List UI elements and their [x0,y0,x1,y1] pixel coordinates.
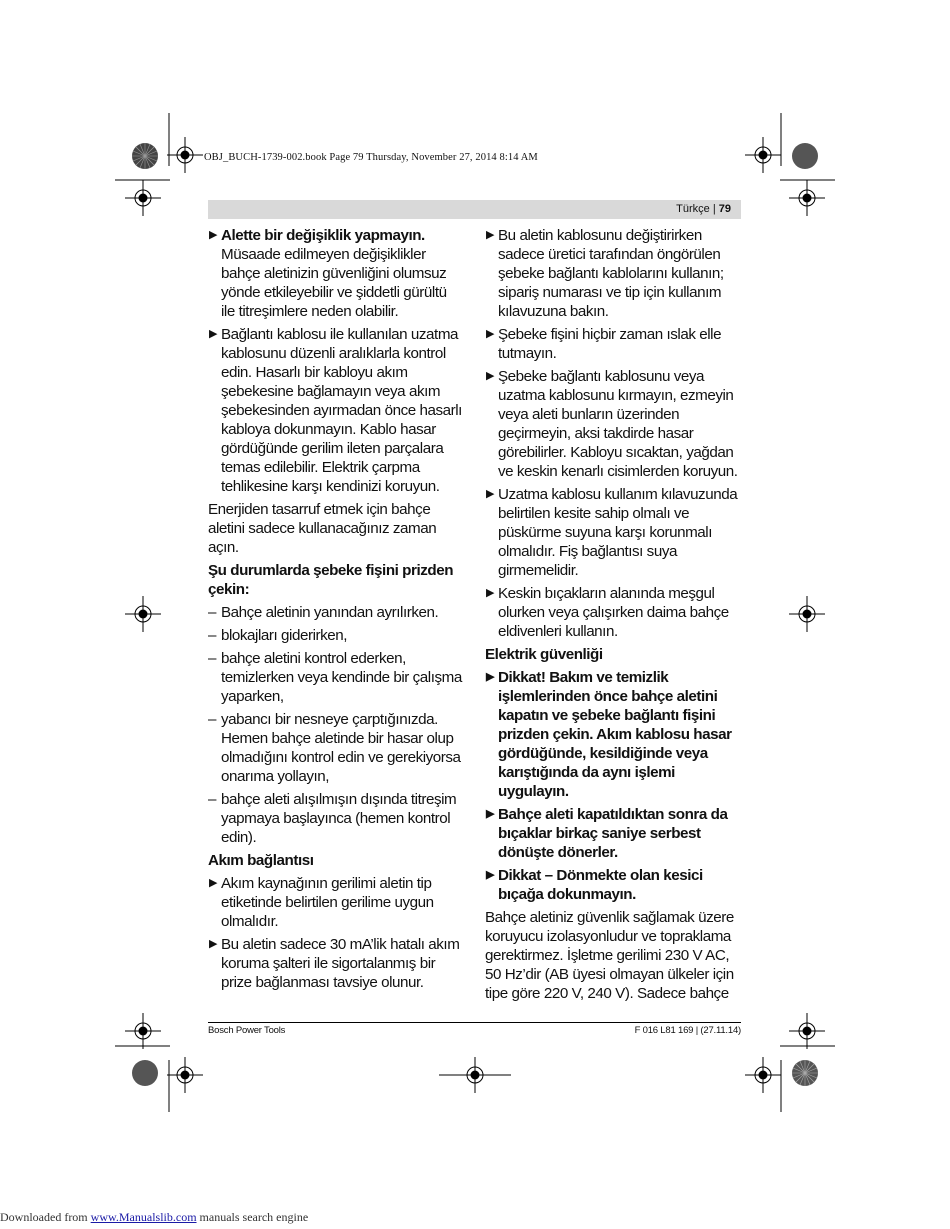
registration-starburst-top-left [131,142,159,170]
bullet-text: Bu aletin sadece 30 mA’lik hatalı akım koruma şalteri ile sigortalanmış bir prize bağlanması tavsiye olunur. [221,936,460,991]
bullet-arrow-icon: ▶ [486,370,495,382]
manualslib-link[interactable]: www.Manualslib.com [90,1210,197,1224]
crosshair-target-upper-left [125,180,161,216]
registration-disc-bottom-left [131,1059,159,1087]
dash-icon: – [208,627,216,644]
power-bullet [208,935,463,992]
right-column [485,226,743,1007]
bullet-arrow-icon: ▶ [486,671,495,683]
footer-rule [208,1022,741,1023]
bullet-text: Dikkat – Dönmekte olan kesici bıçağa dokunmayın. [498,867,703,903]
power-connection-heading: Akım bağlantısı [208,852,314,869]
safety-bullet [208,325,463,496]
bullet-text: Keskin bıçakların alanında meşgul olurken veya çalışırken daima bahçe eldivenleri kullanın. [498,585,729,640]
dash-item-text: yabancı bir nesneye çarptığınızda. Hemen bahçe aletinde bir hasar olup olmadığını kontrol edin ve gerekiyorsa onarıma yollayın, [221,711,461,785]
download-suffix: manuals search engine [196,1210,309,1224]
bullet-arrow-icon: ▶ [486,488,495,500]
print-header-slug: OBJ_BUCH-1739-002.book Page 79 Thursday, November 27, 2014 8:14 AM [204,152,538,163]
bullet-text: Bahçe aleti kapatıldıktan sonra da bıçaklar birkaç saniye serbest dönüşte dönerler. [498,806,728,861]
crosshair-target-mid-right [789,596,825,632]
bullet-arrow-icon: ▶ [209,877,218,889]
dash-icon: – [208,604,216,621]
bullet-text: Dikkat! Bakım ve temizlik işlemlerinden önce bahçe aletini kapatın ve şebeke bağlantı fişini prizden çekin. Akım kablosu hasar gördüğünde, kesildiğinde veya karıştığında da aynı işlemi uygulayın. [498,669,732,800]
crosshair-target-bottom-center [439,1057,511,1093]
dash-icon: – [208,791,216,808]
crosshair-target-upper-right [789,180,825,216]
crosshair-target-top-right [745,137,781,173]
dash-list-item [208,603,463,622]
bullet-text: Bu aletin kablosunu değiştirirken sadece üretici tarafından öngörülen şebeke bağlantı kablolarını kullanın; sipariş numarası ve tip için kullanım kılavuzuna bakın. [498,227,724,320]
crosshair-target-lower-left [125,1013,161,1049]
warning-bullet [485,668,743,801]
dash-list-item [208,626,463,645]
download-prefix: Downloaded from [0,1210,91,1224]
registration-disc-top-right [791,142,819,170]
page-label [676,203,731,215]
crosshair-target-mid-left [125,596,161,632]
bullet-arrow-icon: ▶ [486,229,495,241]
cable-bullet [485,367,743,481]
dash-list-item [208,790,463,847]
warning-bullet [485,805,743,862]
crosshair-target-bottom-left [167,1057,203,1093]
electrical-safety-heading: Elektrik güvenliği [485,646,603,663]
dash-list-item [208,649,463,706]
bullet-text: Müsaade edilmeyen değişiklikler bahçe aletinizin güvenliğini olumsuz yönde etkileyebilir ve şiddetli gürültü ile titreşimlere neden olabilir. [221,246,447,320]
bullet-arrow-icon: ▶ [486,328,495,340]
warning-bullet [485,866,743,904]
unplug-heading: Şu durumlarda şebeke fişini prizden çekin: [208,562,454,598]
bullet-arrow-icon: ▶ [486,869,495,881]
bullet-text: Uzatma kablosu kullanım kılavuzunda belirtilen kesite sahip olmalı ve püskürme suyuna karşı korunmalı olmalıdır. Fiş bağlantısı suya girmemelidir. [498,486,738,579]
cable-bullet [485,485,743,580]
bullet-bold-lead: Alette bir değişiklik yapmayın. [221,227,425,244]
power-bullet [208,874,463,931]
cable-bullet [485,226,743,321]
footer-publisher: Bosch Power Tools [208,1025,286,1036]
dash-list-item [208,710,463,786]
bullet-arrow-icon: ▶ [486,587,495,599]
dash-item-text: bahçe aleti alışılmışın dışında titreşim yapmaya başlayınca (hemen kontrol edin). [221,791,457,846]
cable-bullet [485,325,743,363]
dash-icon: – [208,711,216,728]
bullet-arrow-icon: ▶ [486,808,495,820]
download-source-line [0,1210,308,1225]
insulation-paragraph: Bahçe aletiniz güvenlik sağlamak üzere koruyucu izolasyonludur ve topraklama gerektirmez. İşletme gerilimi 230 V AC, 50 Hz’dir (AB üyesi olmayan ülkeler için tipe göre 220 V, 240 V). Sadece bahçe [485,909,734,1002]
safety-bullet [208,226,463,321]
bullet-text: Şebeke bağlantı kablosunu veya uzatma kablosunu kırmayın, ezmeyin veya aleti bunların üzerinden geçirmeyin, aksi takdirde hasar görebilirler. Kabloyu sıcaktan, yağdan ve keskin kenarlı cisimlerden koruyun. [498,368,738,480]
footer-document-code: F 016 L81 169 | (27.11.14) [634,1025,741,1036]
bullet-text: Akım kaynağının gerilimi aletin tip etiketinde belirtilen gerilime uygun olmalıdır. [221,875,434,930]
registration-starburst-bottom-right [791,1059,819,1087]
dash-item-text: Bahçe aletinin yanından ayrılırken. [221,604,439,621]
dash-icon: – [208,650,216,667]
crosshair-target-lower-right [789,1013,825,1049]
bullet-text: Şebeke fişini hiçbir zaman ıslak elle tutmayın. [498,326,722,362]
cable-bullet [485,584,743,641]
crosshair-target-bottom-right [745,1057,781,1093]
dash-item-text: bahçe aletini kontrol ederken, temizlerken veya kendinde bir çalışma yaparken, [221,650,462,705]
header-separator: | [712,203,716,215]
crosshair-target-top-left [167,137,203,173]
bullet-arrow-icon: ▶ [209,938,218,950]
language-label: Türkçe [676,203,710,215]
left-column [208,226,463,996]
page-header-bar [208,200,741,219]
bullet-text: Bağlantı kablosu ile kullanılan uzatma kablosunu düzenli aralıklarla kontrol edin. Hasarlı bir kabloyu akım şebekesine bağlamayın veya akım şebekesinden ayırmadan önce hasarlı kabloya dokunmayın. Kablo hasar gördüğünde gerilim ileten parçalara temas edilebilir. Elektrik çarpma tehlikesine karşı kendinizi koruyun. [221,326,462,495]
bullet-arrow-icon: ▶ [209,229,218,241]
energy-saving-paragraph: Enerjiden tasarruf etmek için bahçe aletini sadece kullanacağınız zaman açın. [208,501,437,556]
bullet-arrow-icon: ▶ [209,328,218,340]
page-number: 79 [718,203,731,215]
dash-item-text: blokajları giderirken, [221,627,348,644]
